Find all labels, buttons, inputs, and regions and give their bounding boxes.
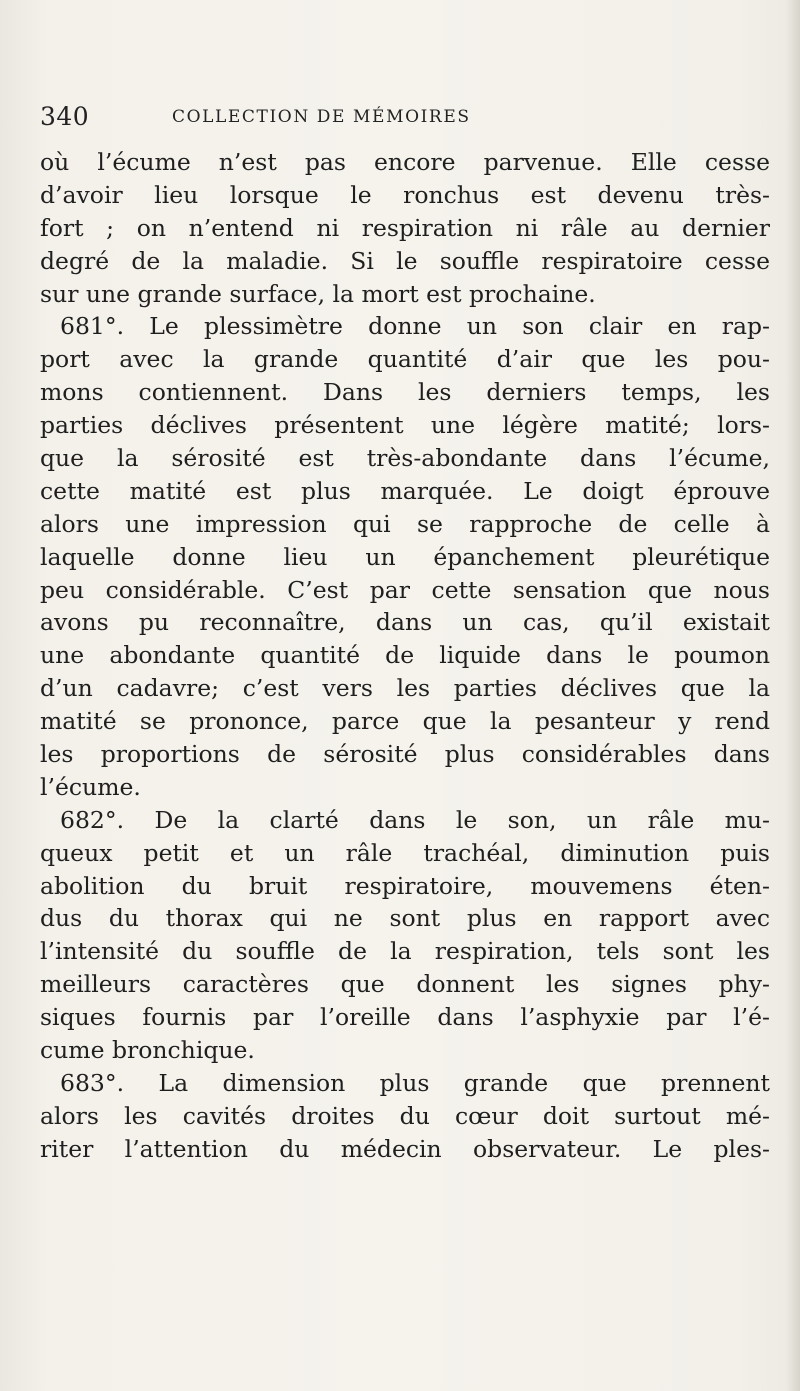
- text-line: mons contiennent. Dans les derniers temps, les: [40, 378, 770, 407]
- text-line: fort ; on n’entend ni respiration ni râle au dernier: [40, 213, 770, 242]
- text-line: l’écume.: [40, 772, 141, 801]
- text-line: meilleurs caractères que donnent les signes phy-: [40, 970, 770, 999]
- page-edge-shadow: [786, 0, 800, 1391]
- body-text: [40, 146, 770, 1166]
- text-line: queux petit et un râle trachéal, diminution puis: [40, 838, 770, 867]
- text-line: les proportions de sérosité plus considérables dans: [40, 740, 770, 769]
- running-head: COLLECTION DE MÉMOIRES: [172, 107, 471, 127]
- page-header: [40, 102, 760, 142]
- text-line: matité se prononce, parce que la pesanteur y rend: [40, 707, 770, 736]
- text-line: riter l’attention du médecin observateur. Le ples-: [40, 1134, 770, 1163]
- text-line: peu considérable. C’est par cette sensation que nous: [40, 575, 770, 604]
- text-line: d’un cadavre; c’est vers les parties déclives que la: [40, 674, 770, 703]
- text-line: parties déclives présentent une légère matité; lors-: [40, 411, 770, 440]
- text-line: sur une grande surface, la mort est prochaine.: [40, 279, 596, 308]
- text-line: degré de la maladie. Si le souffle respiratoire cesse: [40, 246, 770, 275]
- text-line: où l’écume n’est pas encore parvenue. Elle cesse: [40, 148, 770, 176]
- text-line: d’avoir lieu lorsque le ronchus est devenu très-: [40, 180, 770, 209]
- text-line: cume bronchique.: [40, 1036, 255, 1065]
- text-line: port avec la grande quantité d’air que les pou-: [40, 345, 770, 374]
- text-line: l’intensité du souffle de la respiration, tels sont les: [40, 937, 770, 966]
- page-number: 340: [40, 102, 90, 131]
- text-line: dus du thorax qui ne sont plus en rapport avec: [40, 904, 770, 933]
- text-line: 683°. La dimension plus grande que prennent: [60, 1068, 770, 1097]
- text-line: une abondante quantité de liquide dans le poumon: [40, 641, 770, 670]
- text-line: alors une impression qui se rapproche de celle à: [40, 509, 770, 538]
- text-line: laquelle donne lieu un épanchement pleurétique: [40, 542, 770, 571]
- text-line: alors les cavités droites du cœur doit surtout mé-: [40, 1101, 770, 1130]
- text-line: cette matité est plus marquée. Le doigt éprouve: [40, 476, 770, 505]
- text-line: avons pu reconnaître, dans un cas, qu’il existait: [40, 608, 770, 637]
- text-line: 682°. De la clarté dans le son, un râle mu-: [60, 805, 770, 834]
- text-line: 681°. Le plessimètre donne un son clair en rap-: [60, 312, 770, 341]
- text-line: que la sérosité est très-abondante dans l’écume,: [40, 444, 770, 473]
- text-line: abolition du bruit respiratoire, mouvemens éten-: [40, 871, 770, 900]
- text-line: siques fournis par l’oreille dans l’asphyxie par l’é-: [40, 1003, 770, 1032]
